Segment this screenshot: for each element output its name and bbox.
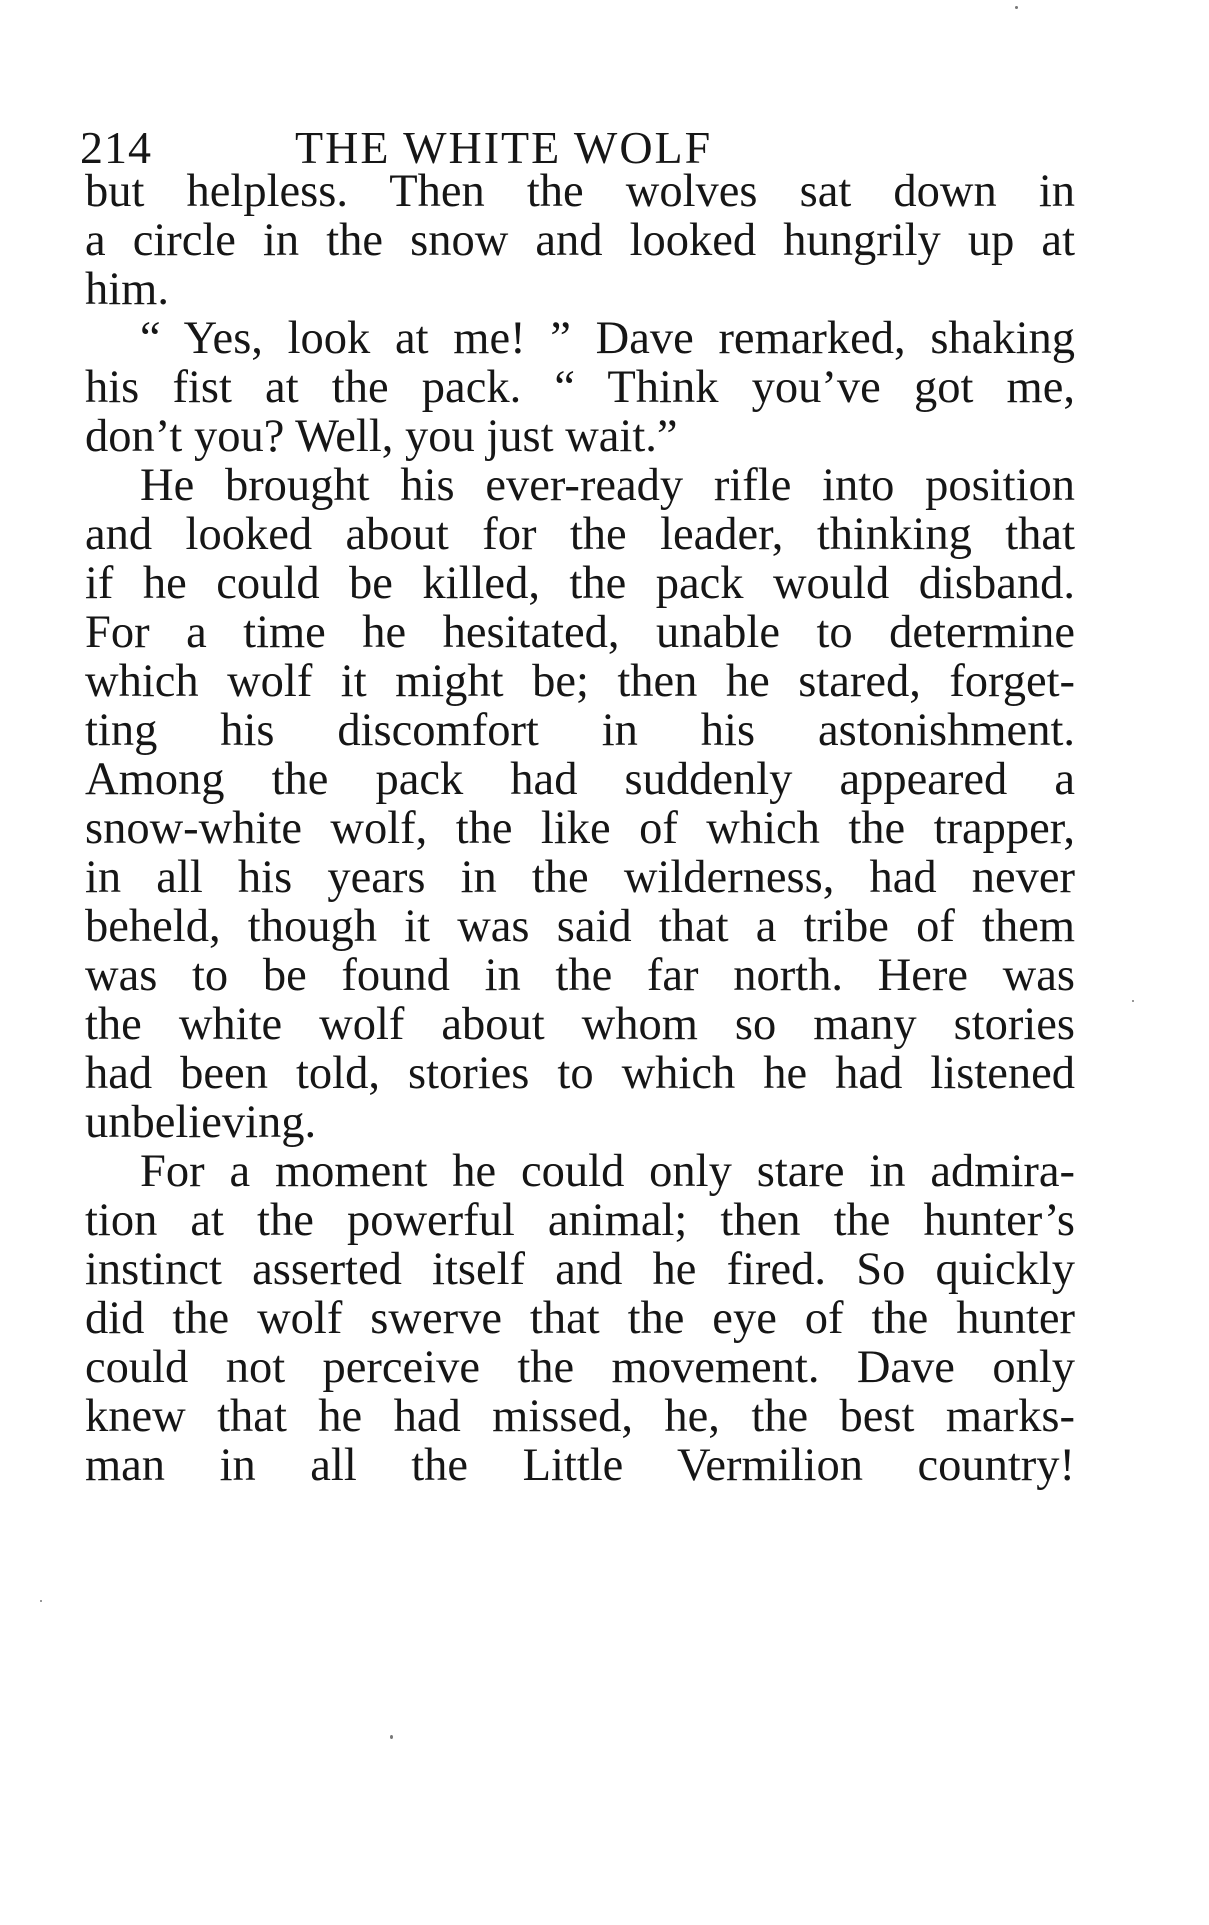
text-line-9: if he could be killed, the pack would disband. <box>85 558 1075 609</box>
text-line-16: beheld, though it was said that a tribe of them <box>85 901 1075 952</box>
text-line-20: unbelieving. <box>85 1097 317 1148</box>
text-line-12: ting his discomfort in his astonishment. <box>85 705 1075 756</box>
running-title: THE WHITE WOLF <box>295 122 713 173</box>
text-line-27: man in all the Little Vermilion country! <box>85 1440 1075 1491</box>
text-line-19: had been told, stories to which he had listened <box>85 1048 1075 1099</box>
text-line-24: did the wolf swerve that the eye of the hunter <box>85 1293 1075 1344</box>
text-line-6: don’t you? Well, you just wait.” <box>85 411 678 462</box>
page-number: 214 <box>80 122 152 173</box>
scan-speck <box>1015 6 1018 9</box>
scan-speck <box>40 1600 42 1602</box>
text-line-22: tion at the powerful animal; then the hunter’s <box>85 1195 1075 1246</box>
text-line-3: him. <box>85 264 169 315</box>
text-line-14: snow-white wolf, the like of which the trapper, <box>85 803 1075 854</box>
text-line-17: was to be found in the far north. Here was <box>85 950 1075 1001</box>
text-line-1: but helpless. Then the wolves sat down in <box>85 166 1075 217</box>
text-line-4: “ Yes, look at me! ” Dave remarked, shaking <box>140 313 1075 364</box>
text-line-23: instinct asserted itself and he fired. So quickly <box>85 1244 1075 1295</box>
text-line-2: a circle in the snow and looked hungrily up at <box>85 215 1075 266</box>
text-line-13: Among the pack had suddenly appeared a <box>85 754 1075 805</box>
text-line-21: For a moment he could only stare in admira- <box>140 1146 1075 1197</box>
text-line-8: and looked about for the leader, thinking that <box>85 509 1075 560</box>
text-line-26: knew that he had missed, he, the best marks- <box>85 1391 1075 1442</box>
text-line-7: He brought his ever-ready rifle into position <box>140 460 1075 511</box>
text-line-15: in all his years in the wilderness, had never <box>85 852 1075 903</box>
text-line-10: For a time he hesitated, unable to determine <box>85 607 1075 658</box>
text-line-11: which wolf it might be; then he stared, forget- <box>85 656 1075 707</box>
text-line-25: could not perceive the movement. Dave only <box>85 1342 1075 1393</box>
scan-speck <box>1132 1000 1134 1002</box>
scan-speck <box>390 1735 393 1739</box>
text-line-18: the white wolf about whom so many stories <box>85 999 1075 1050</box>
text-line-5: his fist at the pack. “ Think you’ve got me, <box>85 362 1075 413</box>
